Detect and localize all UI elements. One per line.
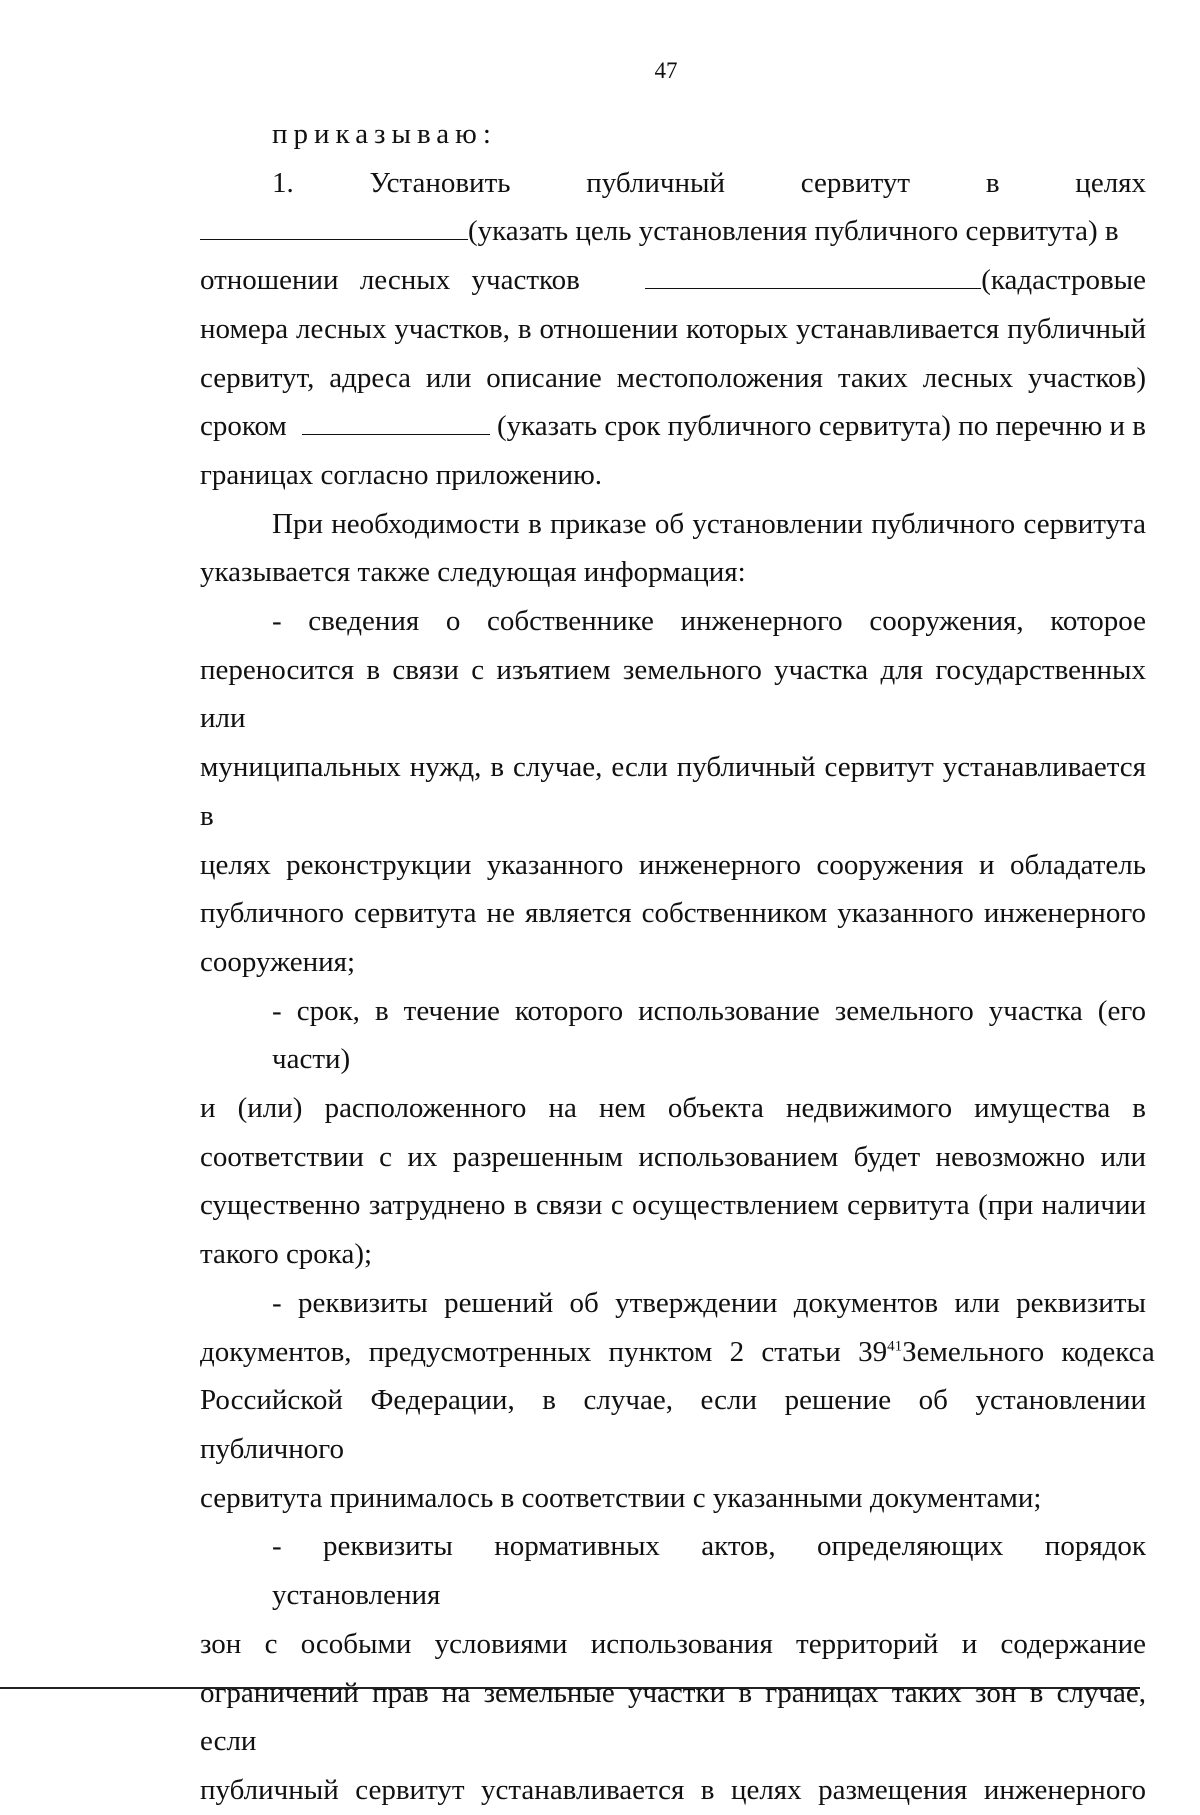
bullet2-line5: такого срока); xyxy=(200,1238,373,1271)
fill-in-blank-term xyxy=(302,408,490,435)
scan-edge-line xyxy=(0,1687,1140,1689)
item1-word: целях xyxy=(1075,166,1146,199)
item1-line1 xyxy=(200,159,1146,208)
bullet1-line5: публичного сервитута не является собственником указанного инженерного xyxy=(200,897,1146,930)
bullet2-line3: соответствии с их разрешенным использованием будет невозможно или xyxy=(200,1140,1146,1173)
item1-word: в xyxy=(985,166,1000,199)
item1-line5: сервитут, адреса или описание местоположения таких лесных участков) xyxy=(200,361,1146,394)
bullet4-line3: ограничений прав на земельные участки в границах таких зон в случае, если xyxy=(200,1676,1146,1758)
bullet3-line3: Российской Федерации, в случае, если решение об установлении публичного xyxy=(200,1384,1146,1465)
bullet1-line2: переносится в связи с изъятием земельного участка для государственных или xyxy=(200,653,1146,735)
article-superscript: 41 xyxy=(887,1337,903,1354)
item1-line2: (указать цель установления публичного сервитута) в xyxy=(200,207,1146,256)
bullet1-line6: сооружения; xyxy=(200,945,356,978)
bullet3-line1: - реквизиты решений об утверждении документов или реквизиты xyxy=(272,1286,1146,1319)
bullet3-line2: документов, предусмотренных пунктом 2 статьи $39^{41}$ Земельного кодекса xyxy=(200,1335,1155,1368)
bullet1-line3: муниципальных нужд, в случае, если публичный сервитут устанавливается в xyxy=(200,751,1146,832)
item1-line6: сроком (указать срок публичного сервитута) по перечню и в xyxy=(200,410,1146,443)
page-number: 47 xyxy=(654,58,678,83)
bullet2-line4: существенно затруднено в связи с осуществлением сервитута (при наличии xyxy=(200,1189,1146,1222)
document-body xyxy=(200,110,1155,1815)
bullet1-line1: - сведения о собственнике инженерного сооружения, которое xyxy=(272,605,1146,638)
bullet3-line4: сервитута принималось в соответствии с указанными документами; xyxy=(200,1481,1042,1514)
fill-in-blank-purpose xyxy=(200,213,468,240)
order-intro: приказываю: xyxy=(272,118,497,150)
bullet2-line1: - срок, в течение которого использование земельного участка (его части) xyxy=(272,994,1146,1076)
item1-word: Установить xyxy=(369,166,511,199)
item1-line7: границах согласно приложению. xyxy=(200,458,602,491)
fill-in-blank-cadastral xyxy=(645,262,981,289)
bullet4-line4: публичный сервитут устанавливается в целях размещения инженерного xyxy=(200,1773,1146,1806)
bullet1-line4: целях реконструкции указанного инженерного сооружения и обладатель xyxy=(200,848,1146,881)
item1-number: 1. xyxy=(272,166,294,199)
item1-word: публичный xyxy=(586,166,726,199)
bullet4-line1: - реквизиты нормативных актов, определяющих порядок установления xyxy=(272,1530,1146,1612)
item1-line4: номера лесных участков, в отношении которых устанавливается публичный xyxy=(200,312,1146,345)
item1-line3: отношении лесных участков (кадастровые xyxy=(200,264,1146,297)
para2-line1: При необходимости в приказе об установлении публичного сервитута xyxy=(272,507,1146,540)
bullet2-line2: и (или) расположенного на нем объекта недвижимого имущества в xyxy=(200,1092,1146,1125)
bullet4-line2: зон с особыми условиями использования территорий и содержание xyxy=(200,1627,1146,1660)
para2-line2: указывается также следующая информация: xyxy=(200,556,746,589)
item1-word: сервитут xyxy=(800,166,911,199)
